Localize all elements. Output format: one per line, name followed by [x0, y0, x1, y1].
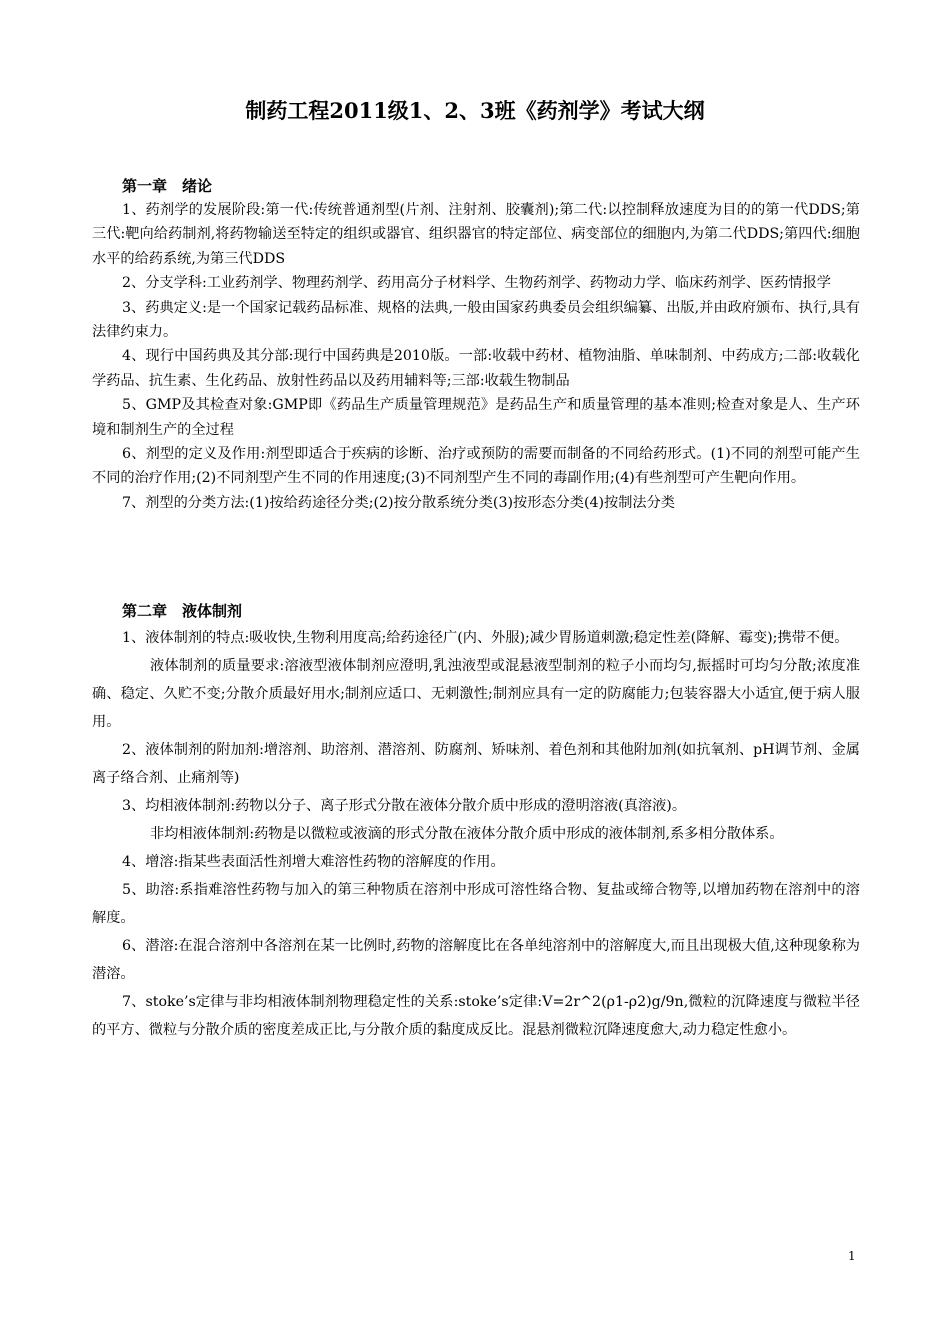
- chapter-2-paragraph-2: 液体制剂的质量要求:溶液型液体制剂应澄明,乳浊液型或混悬液型制剂的粒子小而均匀,振摇时可均匀分散;浓度准确、稳定、久贮不变;分散介质最好用水;制剂应适口、无刺激性;制剂应具有一定的防腐能力;包装容器大小适宜,便于病人服用。: [92, 658, 860, 730]
- page-number: 1: [848, 1249, 856, 1263]
- chapter-2-paragraph-3: 2、液体制剂的附加剂:增溶剂、助溶剂、潜溶剂、防腐剂、矫味剂、着色剂和其他附加剂(如抗氧剂、pH调节剂、金属离子络合剂、止痛剂等): [92, 742, 860, 786]
- chapter-2-paragraph-5: 非均相液体制剂:药物是以微粒或液滴的形式分散在液体分散介质中形成的液体制剂,系多相分散体系。: [150, 826, 784, 842]
- document-title: 制药工程2011级1、2、3班《药剂学》考试大纲: [245, 98, 705, 123]
- chapter-1-paragraph-6: 6、剂型的定义及作用:剂型即适合于疾病的诊断、治疗或预防的需要而制备的不同给药形式。(1)不同的剂型可能产生不同的治疗作用;(2)不同剂型产生不同的作用速度;(3)不同剂型产生不同的毒副作用;(4)有些剂型可产生靶向作用。: [92, 446, 860, 487]
- chapter-1-paragraph-7: 7、剂型的分类方法:(1)按给药途径分类;(2)按分散系统分类(3)按形态分类(4)按制法分类: [122, 494, 675, 511]
- chapter-1-paragraph-4: 4、现行中国药典及其分部:现行中国药典是2010版。一部:收载中药材、植物油脂、单味制剂、中药成方;二部:收载化学药品、抗生素、生化药品、放射性药品以及药用辅料等;三部:收载生物制品: [92, 348, 860, 389]
- chapter-1-heading: 第一章 绪论: [122, 177, 213, 195]
- chapter-1-paragraph-3: 3、药典定义:是一个国家记载药品标准、规格的法典,一般由国家药典委员会组织编纂、出版,并由政府颁布、执行,具有法律约束力。: [92, 299, 860, 341]
- chapter-1-paragraph-1: 1、药剂学的发展阶段:第一代:传统普通剂型(片剂、注射剂、胶囊剂);第二代:以控制释放速度为目的的第一代DDS;第三代:靶向给药制剂,将药物输送至特定的组织或器官、组织器官的特定部位、病变部位的细胞内,为第二代DDS;第四代:细胞水平的给药系统,为第三代DDS: [92, 202, 860, 267]
- chapter-2-paragraph-4: 3、均相液体制剂:药物以分子、离子形式分散在液体分散介质中形成的澄明溶液(真溶液)。: [122, 798, 687, 814]
- chapter-2-heading: 第二章 液体制剂: [122, 602, 243, 620]
- chapter-2-paragraph-7: 5、助溶:系指难溶性药物与加入的第三种物质在溶剂中形成可溶性络合物、复盐或缔合物等,以增加药物在溶剂中的溶解度。: [92, 882, 860, 926]
- chapter-2-paragraph-1: 1、液体制剂的特点:吸收快,生物利用度高;给药途径广(内、外服);减少胃肠道刺激;稳定性差(降解、霉变);携带不便。: [122, 630, 849, 646]
- chapter-1-paragraph-2: 2、分支学科:工业药剂学、物理药剂学、药用高分子材料学、生物药剂学、药物动力学、临床药剂学、医药情报学: [122, 275, 831, 292]
- chapter-1-section: [92, 174, 860, 515]
- chapter-2-paragraph-6: 4、增溶:指某些表面活性剂增大难溶性药物的溶解度的作用。: [122, 854, 505, 870]
- chapter-1-paragraph-5: 5、GMP及其检查对象:GMP即《药品生产质量管理规范》是药品生产和质量管理的基本准则;检查对象是人、生产环境和制剂生产的全过程: [92, 397, 860, 438]
- chapter-2-section: [92, 598, 860, 1044]
- chapter-2-paragraph-9: 7、stoke’s定律与非均相液体制剂物理稳定性的关系:stoke’s定律:V=2r^2(ρ1-ρ2)g/9n,微粒的沉降速度与微粒半径的平方、微粒与分散介质的密度差成正比,与分散介质的黏度成反比。混悬剂微粒沉降速度愈大,动力稳定性愈小。: [92, 994, 860, 1038]
- chapter-2-paragraph-8: 6、潜溶:在混合溶剂中各溶剂在某一比例时,药物的溶解度比在各单纯溶剂中的溶解度大,而且出现极大值,这种现象称为潜溶。: [92, 938, 860, 982]
